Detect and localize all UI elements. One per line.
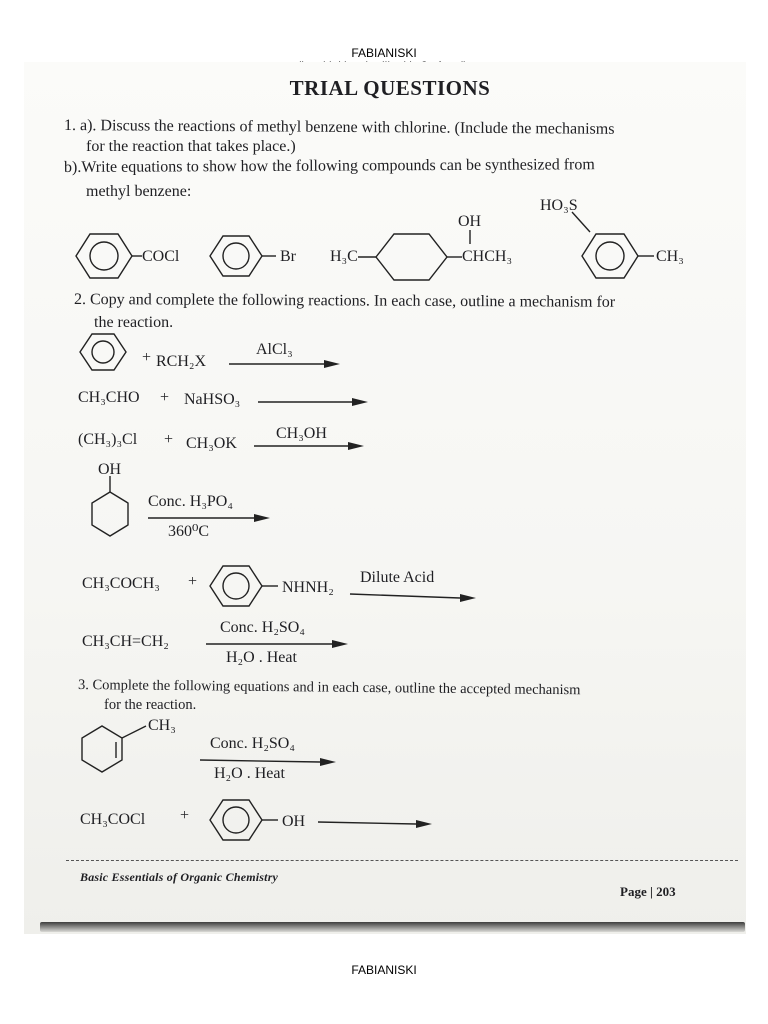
q1a-line1: 1. a). Discuss the reactions of methyl benzene with chlorine. (Include the mechanisms — [63, 117, 615, 138]
q2-line2: the reaction. — [94, 314, 174, 331]
arrow-head-icon — [416, 820, 432, 828]
q2-r4-oh: OH — [98, 461, 122, 478]
q3-line1: 3. Complete the following equations and in each case, outline the accepted mechanism — [77, 677, 581, 699]
q1b-line1: b).Write equations to show how the following compounds can be synthesized from — [63, 156, 595, 176]
benzene-ring-icon — [80, 334, 126, 370]
compound2-substituent: Br — [280, 248, 296, 265]
book-title: Basic Essentials of Organic Chemistry — [80, 870, 279, 884]
structure-drawings — [24, 62, 746, 934]
q1b-line2: methyl benzene: — [86, 183, 192, 200]
reaction-arrow — [350, 594, 460, 598]
q2-line1: 2. Copy and complete the following reactions. In each case, outline a mechanism for — [73, 291, 616, 311]
q2-r3-plus: + — [164, 431, 174, 448]
q1a-line2: for the reaction that takes place.) — [86, 138, 296, 155]
arrow-head-icon — [460, 594, 476, 602]
compound3-right: CHCH₃ — [462, 248, 513, 265]
page-title: TRIAL QUESTIONS — [289, 76, 491, 100]
footer-rule — [66, 860, 738, 861]
q2-r6-left: CH₃CH=CH₂ — [82, 633, 169, 650]
cyclohexane-ring-icon — [358, 230, 470, 280]
q2-r5-plus: + — [188, 573, 198, 590]
header-title: FABIANISKI — [351, 46, 417, 60]
q2-r2-reagent: NaHSO₃ — [184, 391, 241, 408]
q3-r2-substituent: OH — [282, 813, 306, 830]
cyclohexene-ring-icon — [82, 726, 146, 772]
q2-r5-substituent: NHNH₂ — [282, 579, 334, 596]
q2-r6-condition-top: Conc. H₂SO₄ — [220, 619, 305, 636]
q3-r1-condition-top: Conc. H₂SO₄ — [210, 735, 295, 752]
compound3-left: H₃C — [330, 248, 358, 265]
q2-r3-reagent: CH₃OK — [186, 435, 237, 452]
compound4-substituent: CH₃ — [656, 248, 684, 265]
q2-r5-left: CH₃COCH₃ — [82, 575, 160, 592]
q2-r6-condition-bottom: H₂O . Heat — [226, 649, 297, 666]
q3-r2-left: CH₃COCl — [80, 811, 146, 828]
q2-r3-left: (CH₃)₃Cl — [78, 431, 138, 448]
q2-r4-condition-bottom: 360⁰C — [168, 523, 210, 540]
q2-r1-plus: + — [142, 349, 152, 366]
q3-r1-condition-bottom: H₂O . Heat — [214, 765, 285, 782]
arrow-head-icon — [254, 514, 270, 522]
benzene-ring-icon — [210, 566, 278, 606]
benzene-ring-icon — [572, 212, 654, 278]
q2-r1-condition: AlCl₃ — [256, 341, 293, 358]
q3-r2-plus: + — [180, 807, 190, 824]
q2-r5-condition: Dilute Acid — [360, 569, 435, 586]
scanned-page — [24, 62, 746, 934]
arrow-head-icon — [352, 398, 368, 406]
q2-r3-condition: CH₃OH — [276, 425, 327, 442]
compound1-substituent: COCl — [142, 248, 180, 265]
q2-r1-reagent: RCH₂X — [156, 353, 207, 370]
page-number: Page | 203 — [620, 884, 676, 899]
arrow-head-icon — [324, 360, 340, 368]
q2-r4-condition-top: Conc. H₃PO₄ — [148, 493, 233, 510]
cyclohexane-ring-icon — [92, 476, 128, 536]
arrow-head-icon — [320, 758, 336, 766]
arrow-head-icon — [332, 640, 348, 648]
reaction-arrow — [200, 760, 320, 762]
page-shadow — [40, 922, 745, 932]
arrow-head-icon — [348, 442, 364, 450]
q2-r2-plus: + — [160, 389, 170, 406]
benzene-ring-icon — [210, 236, 276, 276]
q3-r1-substituent: CH₃ — [148, 717, 176, 734]
compound3-oh: OH — [458, 213, 482, 230]
benzene-ring-icon — [76, 234, 142, 278]
compound4-top: HO₃S — [540, 197, 578, 214]
benzene-ring-icon — [210, 800, 278, 840]
q2-r2-left: CH₃CHO — [78, 389, 140, 406]
q3-line2: for the reaction. — [104, 697, 197, 713]
reaction-arrow — [318, 822, 416, 824]
footer-brand: FABIANISKI — [351, 963, 417, 977]
